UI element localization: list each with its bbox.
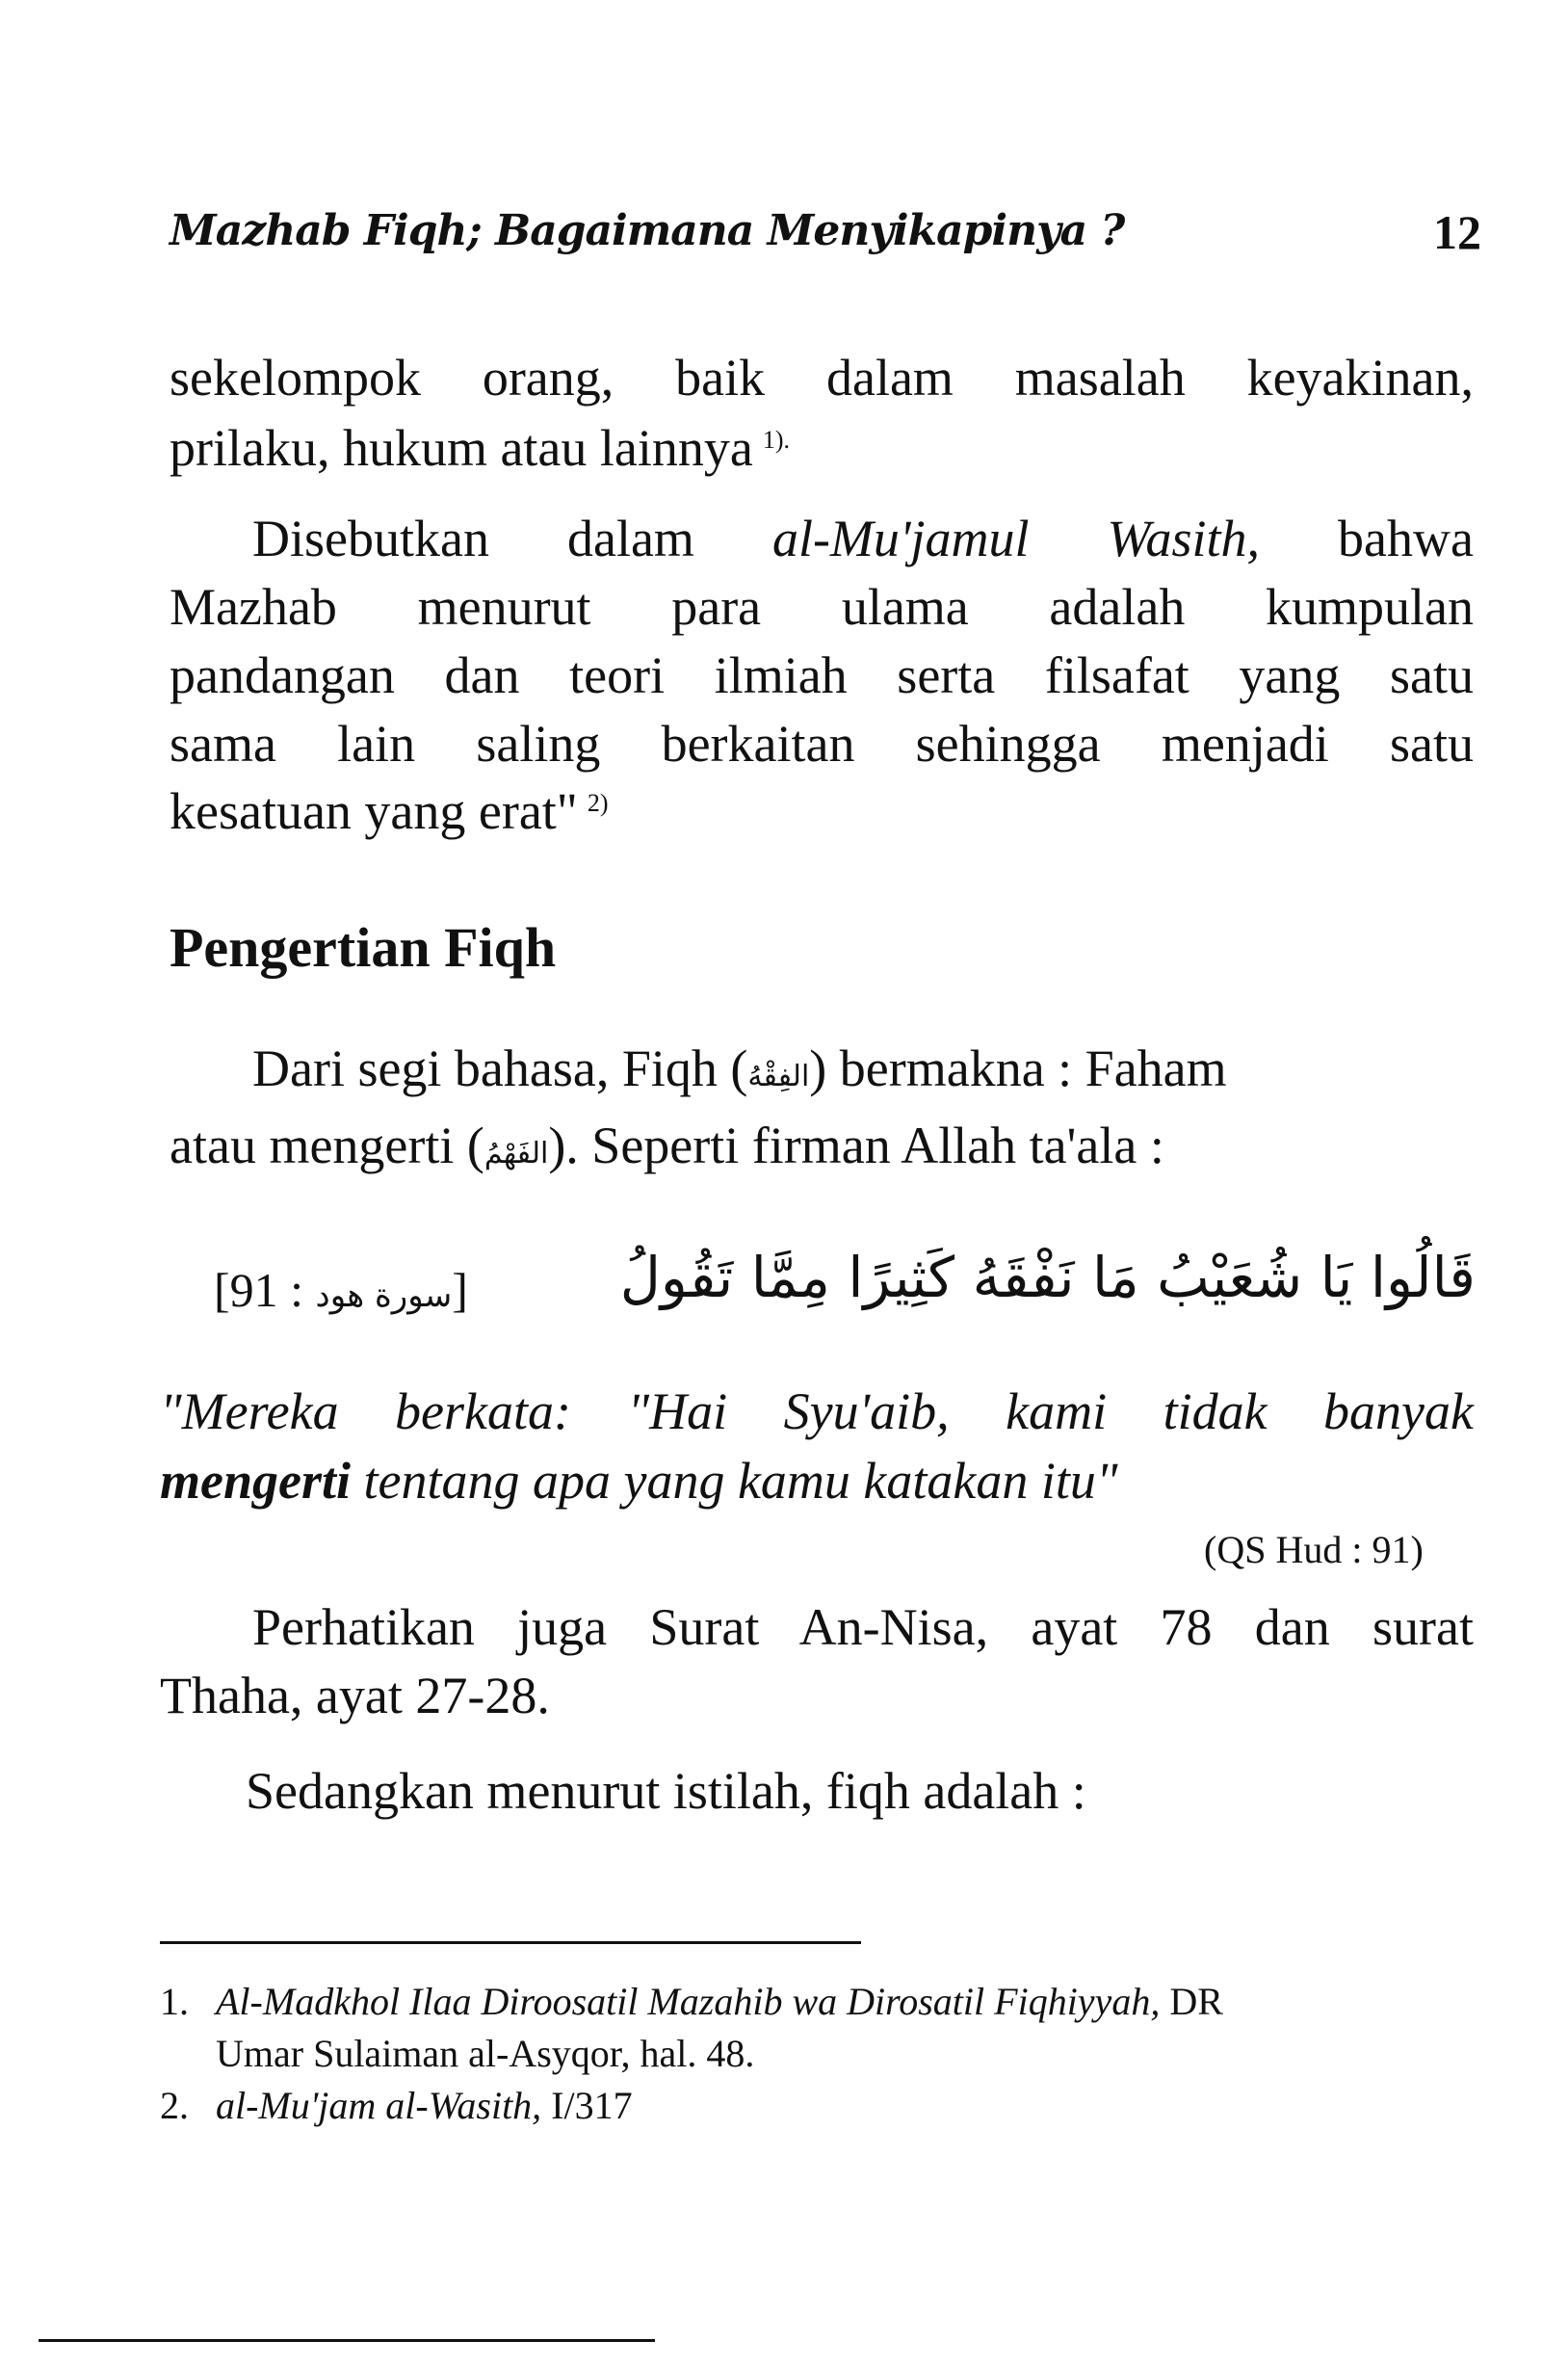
para2-line4: sama lain saling berkaitan sehingga menjadi satu (170, 715, 1474, 773)
verse-reference-close: ] (452, 1263, 468, 1317)
footnote-2-title: al-Mu'jam al-Wasith, (216, 2084, 542, 2127)
para2-line2: Mazhab menurut para ulama adalah kumpulan (170, 578, 1474, 636)
para2-work-title: al-Mu'jamul Wasith, (771, 510, 1261, 567)
scan-edge-line (39, 2339, 655, 2342)
para1-line2 (170, 419, 791, 477)
para3-line1 (252, 1039, 1227, 1097)
para5-line1: Sedangkan menurut istilah, fiqh adalah : (246, 1762, 1086, 1820)
translation-line2-rest: tentang apa yang kamu katakan itu" (351, 1452, 1118, 1510)
para3-line1-b: ) bermakna : Faham (809, 1039, 1227, 1097)
footnote-ref-2: 2) (587, 789, 609, 817)
para3-line2 (170, 1117, 1164, 1174)
para4-line1: Perhatikan juga Surat An-Nisa, ayat 78 dan surat (252, 1598, 1474, 1656)
verse-reference-surah: سورة هود (315, 1276, 453, 1315)
footnote-1-title: Al-Madkhol Ilaa Diroosatil Mazahib wa Dirosatil Fiqhiyyah, (216, 1980, 1161, 2023)
para2-line5 (170, 782, 609, 840)
footnote-2 (216, 2084, 633, 2127)
page-number: 12 (1433, 205, 1481, 259)
para2-line1 (252, 510, 1474, 567)
translation-line1: "Mereka berkata: "Hai Syu'aib, kami tidak banyak (160, 1382, 1474, 1440)
footnote-1-number: 1. (160, 1980, 189, 2023)
para4-line2: Thaha, ayat 27-28. (160, 1667, 550, 1724)
verse-citation: (QS Hud : 91) (1204, 1528, 1424, 1571)
footnote-ref-1: 1). (762, 426, 791, 454)
arabic-fiqh: الفِقْهُ (747, 1060, 810, 1093)
translation-emphasis: mengerti (160, 1452, 351, 1510)
para3-line2-b: ). Seperti firman Allah ta'ala : (548, 1117, 1164, 1174)
para3-line2-a: atau mengerti ( (170, 1117, 484, 1174)
footnote-2-rest: I/317 (541, 2084, 633, 2127)
translation-line2 (160, 1452, 1118, 1510)
para3-line1-a: Dari segi bahasa, Fiqh ( (252, 1039, 748, 1097)
footnote-separator (160, 1941, 861, 1944)
para2-line3: pandangan dan teori ilmiah serta filsafat yang satu (170, 646, 1474, 704)
para1-text: prilaku, hukum atau lainnya (170, 419, 753, 477)
para2-line1-b: bahwa (1260, 510, 1474, 567)
para1-line1: sekelompok orang, baik dalam masalah keyakinan, (170, 349, 1474, 407)
verse-reference-open: [91 : (214, 1263, 316, 1317)
footnote-1 (216, 1980, 1223, 2023)
running-title: Mazhab Fiqh; Bagaimana Menyikapinya ? (170, 206, 1125, 255)
para2-line1-a: Disebutkan dalam (252, 510, 772, 567)
footnote-2-number: 2. (160, 2084, 189, 2127)
section-heading: Pengertian Fiqh (170, 916, 557, 979)
footnote-1-line2: Umar Sulaiman al-Asyqor, hal. 48. (216, 2032, 755, 2075)
para2-line5-text: kesatuan yang erat" (170, 782, 578, 840)
verse-reference (214, 1262, 468, 1318)
arabic-fahm: الفَهْمُ (483, 1137, 549, 1170)
arabic-verse: قَالُوا يَا شُعَيْبُ مَا نَفْقَهُ كَثِيرًا مِمَّا تَقُولُ (619, 1245, 1476, 1310)
footnote-1-rest: DR (1160, 1980, 1223, 2023)
